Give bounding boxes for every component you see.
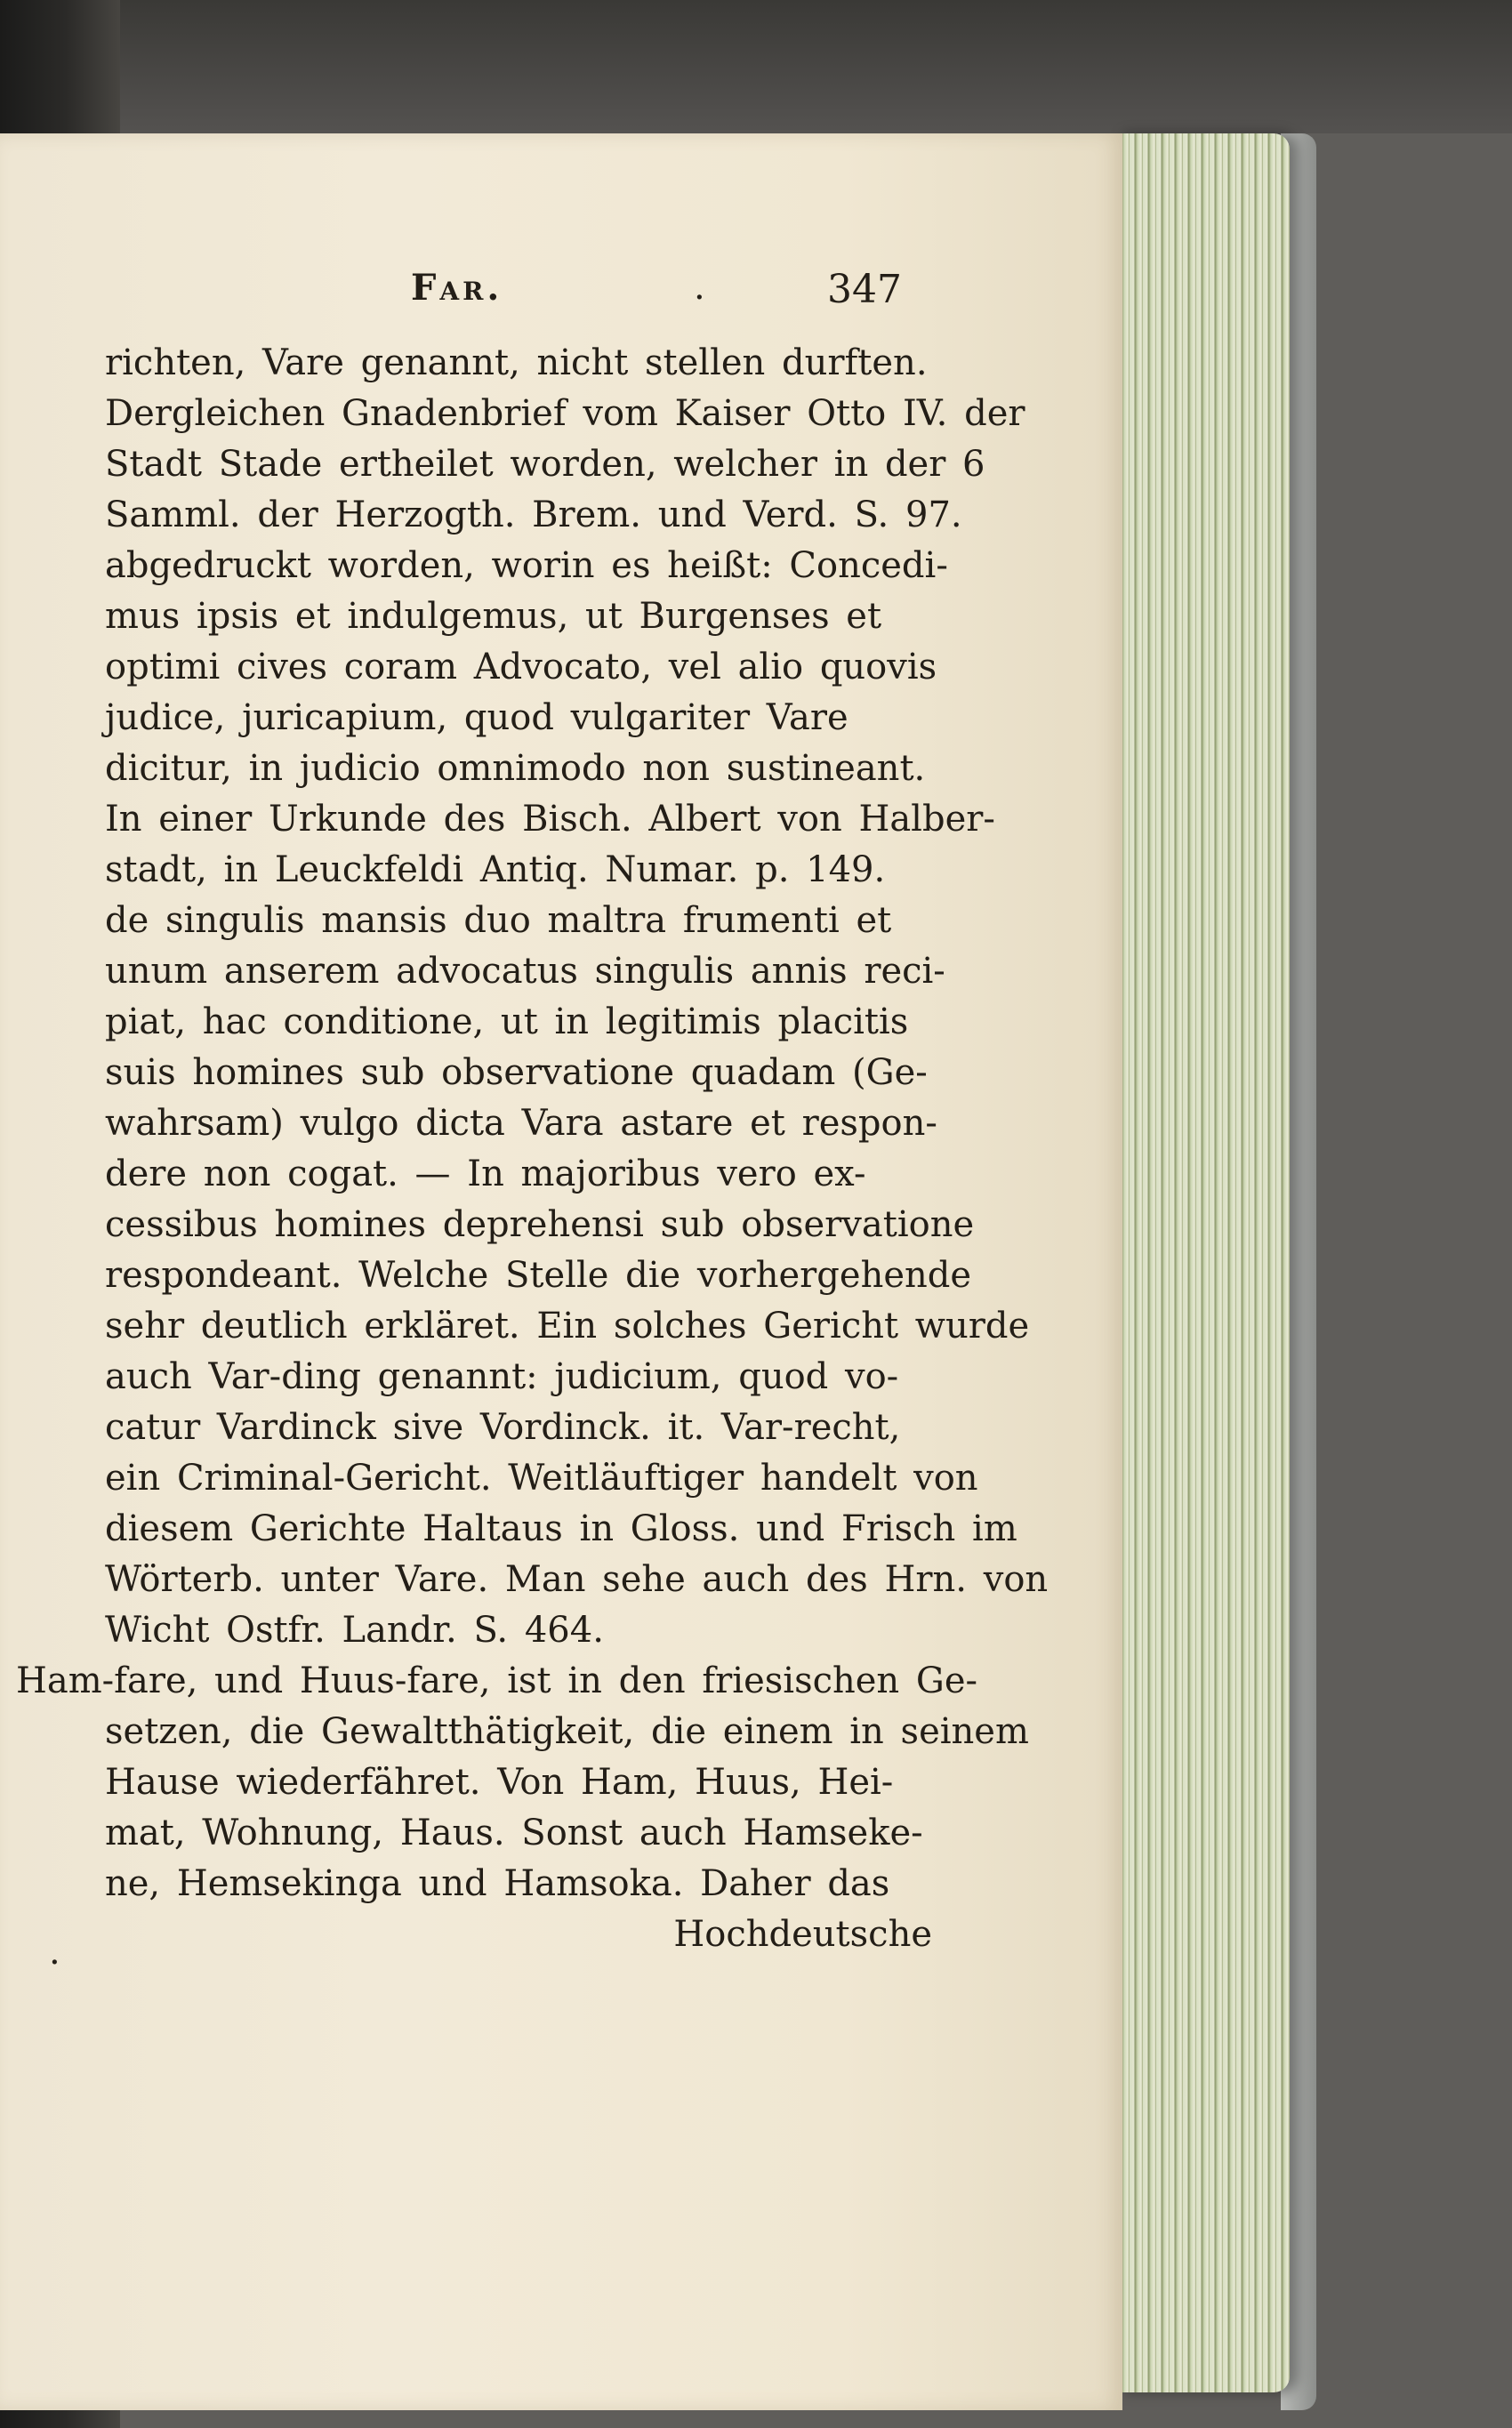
text-line: richten, Vare genannt, nicht stellen durften.	[105, 342, 928, 383]
text-line: Samml. der Herzogth. Brem. und Verd. S. 97.	[105, 494, 962, 535]
text-line: mus ipsis et indulgemus, ut Burgenses et	[105, 596, 882, 637]
text-line: optimi cives coram Advocato, vel alio quovis	[105, 647, 937, 687]
text-line: suis homines sub observatione quadam (Ge-	[105, 1052, 928, 1093]
background-top	[0, 0, 1512, 133]
text-line: ne, Hemsekinga und Hamsoka. Daher das	[105, 1863, 890, 1904]
text-line: dicitur, in judicio omnimodo non sustineant.	[105, 748, 926, 789]
text-line: In einer Urkunde des Bisch. Albert von Halber-	[105, 799, 995, 840]
text-line: catur Vardinck sive Vordinck. it. Var-recht,	[105, 1407, 901, 1448]
catchword: Hochdeutsche	[673, 1914, 932, 1955]
text-line: piat, hac conditione, ut in legitimis placitis	[105, 1001, 909, 1042]
text-line: auch Var-ding genannt: judicium, quod vo-	[105, 1356, 899, 1397]
text-line: sehr deutlich erkläret. Ein solches Gericht wurde	[105, 1306, 1030, 1347]
text-line: Wörterb. unter Vare. Man sehe auch des Hrn. von	[105, 1559, 1049, 1600]
book-page-edges	[1116, 133, 1290, 2392]
text-line: Hause wiederfähret. Von Ham, Huus, Hei-	[105, 1762, 894, 1803]
text-line: abgedruckt worden, worin es heißt: Concedi-	[105, 545, 948, 586]
text-line: de singulis mansis duo maltra frumenti et	[105, 900, 892, 941]
book-page	[0, 133, 1122, 2410]
text-line: Wicht Ostfr. Landr. S. 464.	[105, 1610, 604, 1651]
running-head: Far.	[411, 267, 503, 309]
header-dot: .	[694, 267, 705, 308]
margin-mark: .	[49, 1932, 60, 1973]
text-line: stadt, in Leuckfeldi Antiq. Numar. p. 149.	[105, 849, 886, 890]
text-line: mat, Wohnung, Haus. Sonst auch Hamseke-	[105, 1813, 923, 1853]
page-number: 347	[827, 267, 902, 312]
text-line: setzen, die Gewaltthätigkeit, die einem in seinem	[105, 1711, 1029, 1752]
text-line: Dergleichen Gnadenbrief vom Kaiser Otto IV. der	[105, 393, 1025, 434]
text-line: judice, juricapium, quod vulgariter Vare	[105, 697, 848, 738]
text-line: dere non cogat. — In majoribus vero ex-	[105, 1154, 866, 1194]
text-line: diesem Gerichte Haltaus in Gloss. und Frisch im	[105, 1508, 1017, 1549]
text-line: wahrsam) vulgo dicta Vara astare et respon-	[105, 1103, 937, 1144]
text-line: cessibus homines deprehensi sub observatione	[105, 1204, 975, 1245]
text-line: ein Criminal-Gericht. Weitläuftiger handelt von	[105, 1458, 978, 1499]
text-line: Stadt Stade ertheilet worden, welcher in der 6	[105, 444, 985, 485]
text-line: respondeant. Welche Stelle die vorhergehende	[105, 1255, 972, 1296]
entry-headword-line: Ham-fare, und Huus-fare, ist in den friesischen Ge-	[16, 1660, 978, 1701]
text-line: unum anserem advocatus singulis annis reci-	[105, 951, 945, 992]
